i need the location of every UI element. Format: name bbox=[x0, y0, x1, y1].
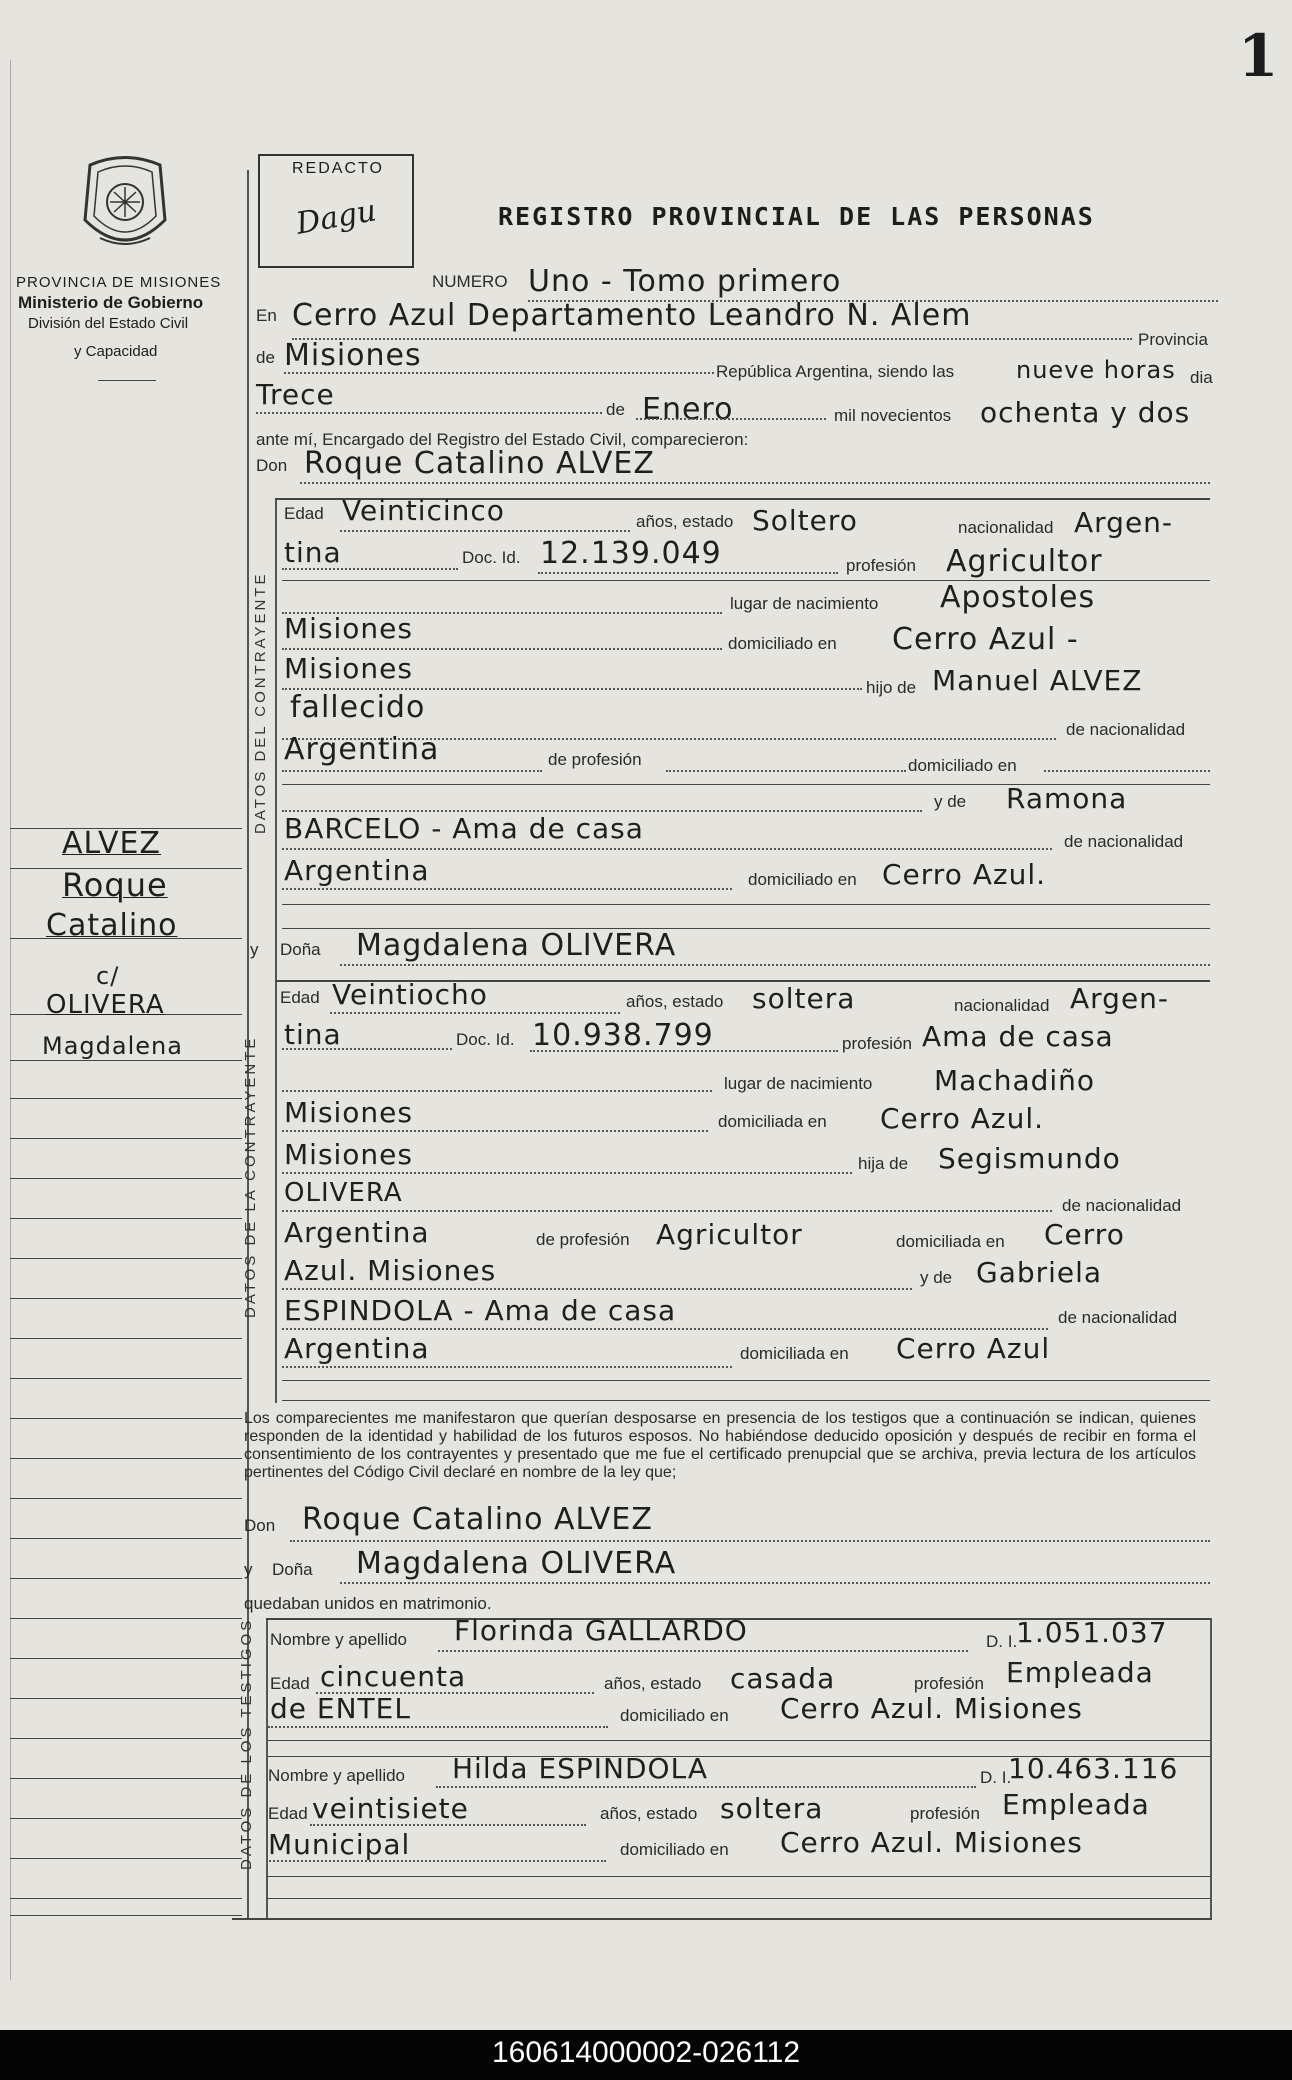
groom-father-estado: fallecido bbox=[290, 690, 426, 725]
w1-prof-cont: de ENTEL bbox=[270, 1692, 411, 1725]
bride-mother-surname: ESPINDOLA - Ama de casa bbox=[284, 1294, 677, 1327]
division-name-2: y Capacidad bbox=[74, 343, 158, 360]
margin-note-conector: c/ bbox=[96, 962, 120, 990]
provincial-seal-icon bbox=[70, 150, 180, 260]
w2-dom-value: Cerro Azul. Misiones bbox=[780, 1826, 1083, 1859]
bride-de-prof-label: de profesión bbox=[536, 1230, 630, 1249]
groom-doc-label: Doc. Id. bbox=[462, 548, 521, 567]
bride-father-nac: Argentina bbox=[284, 1216, 430, 1249]
bride-estado-label: años, estado bbox=[626, 992, 724, 1011]
bride-mother-dom: Cerro Azul bbox=[896, 1332, 1051, 1365]
w1-di-value: 1.051.037 bbox=[1016, 1616, 1168, 1649]
groom-dom-cont: Misiones bbox=[284, 652, 413, 685]
groom-section-label: DATOS DEL CONTRAYENTE bbox=[252, 571, 269, 834]
bride-de-nac-label: de nacionalidad bbox=[1062, 1196, 1182, 1215]
groom-de-nac2-label: de nacionalidad bbox=[1064, 832, 1184, 851]
groom-lugar-value: Apostoles bbox=[940, 580, 1096, 615]
declaration-text: Los comparecientes me manifestaron que querían desposarse en presencia de los testigos que a continuación se indican, quienes responden de la identidad y habilidad de los futuros esposos. No habiéndose deducido oposición y después de recibir en forma el consentimiento de los contrayentes y presentado que me fue el certificado prenupcial que se archiva, previa lectura de los artículos pertinentes del Código Civil declaré en nombre de la ley que; bbox=[244, 1410, 1196, 1481]
bride-father-dom-cont: Azul. Misiones bbox=[284, 1254, 497, 1287]
groom-prof-value: Agricultor bbox=[946, 544, 1103, 579]
w2-prof-label: profesión bbox=[910, 1804, 980, 1823]
de-label: de bbox=[256, 348, 275, 367]
groom-edad-label: Edad bbox=[284, 504, 324, 523]
groom-mother-nac: Argentina bbox=[284, 854, 430, 887]
bride-de-nac2-label: de nacionalidad bbox=[1058, 1308, 1178, 1327]
groom-nac-cont: tina bbox=[284, 536, 342, 569]
margin-edge bbox=[10, 60, 11, 1980]
section-bracket bbox=[275, 498, 277, 1403]
decl-y-label: y bbox=[244, 1560, 253, 1579]
groom-edad-value: Veinticinco bbox=[342, 494, 505, 527]
bride-section-label: DATOS DE LA CONTRAYENTE bbox=[242, 1035, 259, 1318]
bride-prof-label: profesión bbox=[842, 1034, 912, 1053]
bride-lugar-cont: Misiones bbox=[284, 1096, 413, 1129]
bride-lugar-label: lugar de nacimiento bbox=[724, 1074, 873, 1093]
groom-father-nac: Argentina bbox=[284, 732, 440, 767]
w1-prof-value: Empleada bbox=[1006, 1656, 1154, 1689]
groom-dom2-label: domiciliado en bbox=[908, 756, 1017, 775]
w2-di-value: 10.463.116 bbox=[1008, 1752, 1179, 1785]
margin-note-surname: ALVEZ bbox=[62, 826, 161, 861]
bride-edad-value: Veintiocho bbox=[332, 978, 488, 1011]
w2-nombre-label: Nombre y apellido bbox=[268, 1766, 406, 1785]
groom-dom-label: domiciliado en bbox=[728, 634, 837, 653]
bride-nac-value: Argen- bbox=[1070, 982, 1170, 1015]
bride-father-name: Segismundo bbox=[938, 1142, 1121, 1175]
page-number: 1 bbox=[1238, 22, 1279, 90]
groom-nac-value: Argen- bbox=[1074, 506, 1174, 539]
groom-prof-label: profesión bbox=[846, 556, 916, 575]
bride-mother-name: Gabriela bbox=[976, 1256, 1103, 1289]
margin-note-name-3: Magdalena bbox=[42, 1032, 183, 1060]
w1-dom-label: domiciliado en bbox=[620, 1706, 729, 1725]
bride-nac-cont: tina bbox=[284, 1018, 342, 1051]
groom-mother-dom: Cerro Azul. bbox=[882, 858, 1047, 891]
groom-de-nac-label: de nacionalidad bbox=[1066, 720, 1186, 739]
groom-father-name: Manuel ALVEZ bbox=[932, 664, 1143, 697]
w1-nombre-label: Nombre y apellido bbox=[270, 1630, 408, 1649]
w2-prof-value: Empleada bbox=[1002, 1788, 1150, 1821]
bride-hija-label: hija de bbox=[858, 1154, 909, 1173]
bride-prof-value: Ama de casa bbox=[922, 1020, 1114, 1053]
groom-lugar-label: lugar de nacimiento bbox=[730, 594, 879, 613]
bride-name: Magdalena OLIVERA bbox=[356, 928, 677, 963]
stamp-title: REDACTO bbox=[292, 160, 384, 177]
w1-estado-value: casada bbox=[730, 1662, 836, 1695]
groom-y-de-label: y de bbox=[934, 792, 967, 811]
groom-name: Roque Catalino ALVEZ bbox=[304, 446, 655, 481]
stamp-mark: Dagu bbox=[293, 193, 379, 242]
w2-dom-label: domiciliado en bbox=[620, 1840, 729, 1859]
decl-groom-name: Roque Catalino ALVEZ bbox=[302, 1502, 653, 1537]
bride-father-prof: Agricultor bbox=[656, 1218, 803, 1251]
groom-estado-label: años, estado bbox=[636, 512, 734, 531]
decl-dona-label: Doña bbox=[272, 1560, 313, 1579]
bride-father-surname: OLIVERA bbox=[284, 1178, 403, 1208]
w1-nombre-value: Florinda GALLARDO bbox=[454, 1614, 748, 1647]
margin-note-name: Roque bbox=[62, 866, 168, 904]
document-id: 160614000002-026112 bbox=[491, 2036, 801, 2069]
groom-lugar-cont: Misiones bbox=[284, 612, 413, 645]
provincia-label: Provincia bbox=[1138, 330, 1208, 349]
provincia-value: Misiones bbox=[284, 338, 422, 373]
anio-value: ochenta y dos bbox=[980, 396, 1191, 429]
w2-edad-label: Edad bbox=[268, 1804, 308, 1823]
republica-label: República Argentina, siendo las bbox=[716, 362, 955, 381]
groom-mother-name: Ramona bbox=[1006, 782, 1128, 815]
redacto-stamp bbox=[258, 154, 414, 268]
province-name: PROVINCIA DE MISIONES bbox=[16, 274, 222, 291]
mes-value: Enero bbox=[642, 392, 734, 427]
w2-estado-label: años, estado bbox=[600, 1804, 698, 1823]
bride-father-dom: Cerro bbox=[1044, 1218, 1125, 1251]
numero-label: NUMERO bbox=[432, 272, 508, 291]
registry-title: REGISTRO PROVINCIAL DE LAS PERSONAS bbox=[498, 202, 1095, 231]
bride-edad-label: Edad bbox=[280, 988, 320, 1007]
w2-di-label: D. I. bbox=[980, 1768, 1012, 1787]
en-label: En bbox=[256, 306, 277, 325]
groom-nac-label: nacionalidad bbox=[958, 518, 1054, 537]
bride-dom-value: Cerro Azul. bbox=[880, 1102, 1045, 1135]
w1-estado-label: años, estado bbox=[604, 1674, 702, 1693]
groom-estado-value: Soltero bbox=[752, 504, 858, 537]
margin-note-surname-2: OLIVERA bbox=[46, 990, 165, 1020]
decl-closing: quedaban unidos en matrimonio. bbox=[244, 1594, 492, 1613]
w1-edad-value: cincuenta bbox=[320, 1660, 467, 1693]
bride-mother-nac: Argentina bbox=[284, 1332, 430, 1365]
bride-dom-cont: Misiones bbox=[284, 1138, 413, 1171]
decl-don-label: Don bbox=[244, 1516, 276, 1535]
de-label-2: de bbox=[606, 400, 625, 419]
bride-lugar-value: Machadiño bbox=[934, 1064, 1096, 1097]
bride-dona-label: Doña bbox=[280, 940, 321, 959]
w1-prof-label: profesión bbox=[914, 1674, 984, 1693]
groom-dom3-label: domiciliado en bbox=[748, 870, 857, 889]
w2-estado-value: soltera bbox=[720, 1792, 824, 1825]
w2-nombre-value: Hilda ESPINDOLA bbox=[452, 1752, 708, 1785]
bride-doc-label: Doc. Id. bbox=[456, 1030, 515, 1049]
ante-label: ante mí, Encargado del Registro del Estado Civil, comparecieron: bbox=[256, 430, 749, 449]
groom-hijo-label: hijo de bbox=[866, 678, 917, 697]
bride-y-label: y bbox=[250, 940, 259, 959]
anio-label: mil novecientos bbox=[834, 406, 952, 425]
dia-label: dia bbox=[1190, 368, 1213, 387]
dia-value: Trece bbox=[256, 378, 335, 411]
hora-value: nueve horas bbox=[1016, 356, 1176, 384]
bride-doc-value: 10.938.799 bbox=[532, 1018, 714, 1053]
w1-edad-label: Edad bbox=[270, 1674, 310, 1693]
w1-di-label: D. I. bbox=[986, 1632, 1018, 1651]
lugar-value: Cerro Azul Departamento Leandro N. Alem bbox=[292, 298, 972, 333]
bride-estado-value: soltera bbox=[752, 982, 856, 1015]
bride-dom2-label: domiciliada en bbox=[896, 1232, 1005, 1251]
margin-note-name-2: Catalino bbox=[46, 908, 178, 943]
w1-dom-value: Cerro Azul. Misiones bbox=[780, 1692, 1083, 1725]
groom-mother-surname: BARCELO - Ama de casa bbox=[284, 812, 644, 845]
witness-section-label: DATOS DE LOS TESTIGOS bbox=[238, 1617, 255, 1870]
don-label: Don bbox=[256, 456, 288, 475]
bride-y-de-label: y de bbox=[920, 1268, 953, 1287]
bride-dom-label: domiciliada en bbox=[718, 1112, 827, 1131]
division-name: División del Estado Civil bbox=[28, 315, 189, 332]
bride-dom3-label: domiciliada en bbox=[740, 1344, 849, 1363]
w2-edad-value: veintisiete bbox=[312, 1792, 469, 1825]
groom-de-prof-label: de profesión bbox=[548, 750, 642, 769]
numero-value: Uno - Tomo primero bbox=[528, 264, 842, 299]
witness-right-border bbox=[1210, 1618, 1212, 1918]
groom-dom-value: Cerro Azul - bbox=[892, 622, 1079, 657]
bride-nac-label: nacionalidad bbox=[954, 996, 1050, 1015]
decl-bride-name: Magdalena OLIVERA bbox=[356, 1546, 677, 1581]
groom-doc-value: 12.139.049 bbox=[540, 536, 722, 571]
w2-prof-cont: Municipal bbox=[268, 1828, 411, 1861]
ministry-name: Ministerio de Gobierno bbox=[18, 293, 204, 312]
